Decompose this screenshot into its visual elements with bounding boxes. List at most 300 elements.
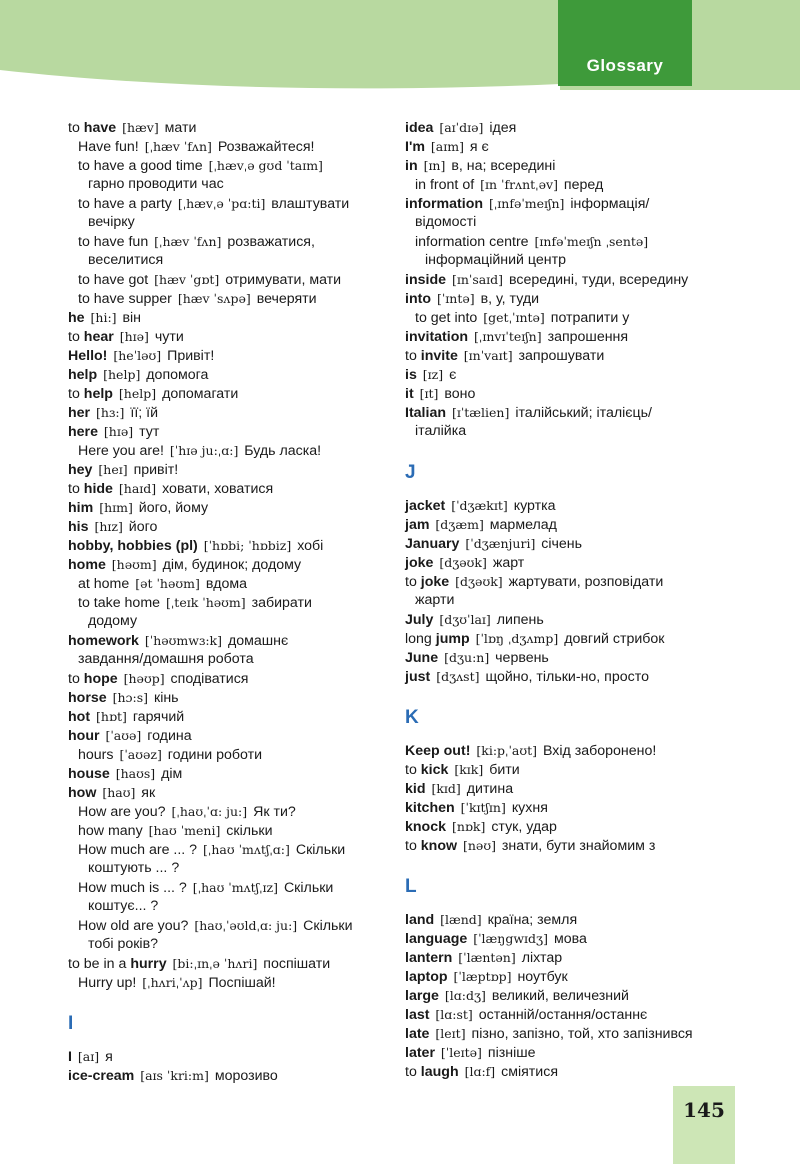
entry-headword: lantern	[405, 950, 453, 966]
entry-translation: Поспішай!	[208, 975, 276, 991]
glossary-entry	[405, 118, 705, 137]
entry-transcription: [ˌhævˌə gʊd ˈtaɪm]	[208, 158, 323, 173]
glossary-entry	[68, 270, 380, 289]
entry-headword: horse	[68, 690, 107, 706]
entry-headword: hurry	[130, 956, 167, 972]
glossary-entry	[405, 929, 705, 948]
entry-headword: invitation	[405, 329, 469, 345]
entry-translation: година	[147, 728, 192, 744]
glossary-entry	[405, 308, 705, 327]
glossary-entry	[68, 1066, 380, 1085]
entry-translation: вдома	[205, 576, 248, 592]
glossary-entry	[68, 783, 380, 802]
entry-transcription: [hɪə]	[103, 424, 134, 439]
entry-headword: homework	[68, 633, 139, 649]
entry-translation: вечеряти	[256, 291, 317, 307]
entry-phrase: Here you are!	[78, 443, 164, 459]
entry-translation: забирати	[251, 595, 312, 611]
entry-transcription: [hɒt]	[96, 709, 127, 724]
entry-translation: він	[122, 310, 142, 326]
entry-translation: всередині, туди, всередину	[509, 272, 689, 288]
glossary-entry	[68, 403, 380, 422]
entry-translation: липень	[496, 612, 544, 628]
entry-headword: knock	[405, 819, 447, 835]
entry-headword: Hello!	[68, 348, 108, 364]
entry-transcription: [ˌteɪk ˈhəʊm]	[165, 595, 246, 610]
entry-translation: мова	[553, 931, 587, 947]
entry-transcription: [aɪm]	[430, 139, 464, 154]
entry-headword: June	[405, 650, 439, 666]
entry-translation: сміятися	[501, 1064, 559, 1080]
entry-transcription: [ɪz]	[422, 367, 444, 382]
entry-transcription: [ki:pˌˈaʊt]	[476, 743, 538, 758]
entry-translation: ноутбук	[517, 969, 568, 985]
entry-phrase: Hurry up!	[78, 975, 137, 991]
glossary-entry	[405, 553, 705, 572]
entry-translation: бити	[489, 762, 520, 778]
entry-translation: її; їй	[130, 405, 159, 421]
entry-transcription: [ˌhævˌə ˈpɑ:ti]	[177, 196, 266, 211]
entry-continuation: відомості	[415, 214, 477, 230]
entry-transcription: [ˌhaʊ ˈmʌtʃˌɑ:]	[203, 842, 290, 857]
entry-transcription: [nəʊ]	[463, 838, 496, 853]
entry-translation: я	[105, 1049, 113, 1065]
entry-translation: допомога	[146, 367, 209, 383]
entry-transcription: [həʊp]	[123, 671, 165, 686]
entry-headword: into	[405, 291, 431, 307]
entry-transcription: [aɪˈdɪə]	[439, 120, 484, 135]
entry-translation: як	[141, 785, 156, 801]
entry-transcription: [lɑ:dʒ]	[444, 988, 486, 1003]
entry-transcription: [leɪt]	[435, 1026, 466, 1041]
entry-translation: є	[449, 367, 457, 383]
entry-phrase: to have supper	[78, 291, 172, 307]
header-corner	[696, 0, 800, 86]
entry-continuation: додому	[88, 613, 138, 629]
entry-transcription: [ˌhʌriˌˈʌp]	[142, 975, 203, 990]
entry-headword: in	[405, 158, 418, 174]
entry-transcription: [ˈkɪtʃɪn]	[460, 800, 506, 815]
entry-headword: January	[405, 536, 460, 552]
entry-transcription: [dʒʌst]	[436, 669, 480, 684]
entry-headword: information	[405, 196, 484, 212]
entry-translation: ліхтар	[521, 950, 563, 966]
glossary-column-right	[405, 118, 705, 1081]
entry-transcription: [ɪn ˈfrʌntˌəv]	[480, 177, 558, 192]
entry-headword: joke	[420, 574, 450, 590]
entry-translation: гарячий	[132, 709, 185, 725]
entry-headword: hide	[83, 481, 113, 497]
entry-headword: language	[405, 931, 468, 947]
entry-translation: мармелад	[489, 517, 557, 533]
entry-transcription: [getˌˈɪntə]	[483, 310, 545, 325]
entry-headword: laugh	[420, 1064, 459, 1080]
entry-transcription: [həʊm]	[111, 557, 157, 572]
glossary-entry	[68, 365, 380, 384]
entry-transcription: [ɪnˈvaɪt]	[463, 348, 513, 363]
entry-translation: Будь ласка!	[244, 443, 322, 459]
entry-headword: have	[83, 120, 117, 136]
entry-transcription: [ˈleɪtə]	[440, 1045, 482, 1060]
section-gap-small	[405, 486, 705, 496]
entry-transcription: [nɒk]	[451, 819, 486, 834]
entry-headword: her	[68, 405, 91, 421]
glossary-entry: long jump [ˈlɒŋ ˌdʒʌmp] довгий стрибок	[405, 631, 665, 647]
entry-transcription: [ɪnˈsaɪd]	[451, 272, 504, 287]
entry-phrase: hours	[78, 747, 114, 763]
glossary-entry	[405, 1024, 705, 1043]
glossary-entry	[68, 460, 380, 479]
entry-translation: його, йому	[138, 500, 209, 516]
entry-headword: large	[405, 988, 439, 1004]
entry-translation: влаштувати	[271, 196, 350, 212]
glossary-entry	[405, 496, 705, 515]
glossary-entry	[405, 798, 705, 817]
section-letter: L	[405, 876, 417, 897]
entry-headword: know	[420, 838, 458, 854]
entry-transcription: [ˈdʒænjuri]	[465, 536, 536, 551]
entry-translation: воно	[444, 386, 476, 402]
glossary-entry	[68, 308, 380, 327]
entry-translation: Вхід заборонено!	[542, 743, 657, 759]
entry-continuation: жарти	[415, 592, 455, 608]
entry-translation: італійський; італієць/	[515, 405, 652, 421]
entry-translation: ховати, ховатися	[162, 481, 274, 497]
entry-translation: поспішати	[263, 956, 331, 972]
glossary-entry	[68, 726, 380, 745]
entry-headword: just	[405, 669, 431, 685]
entry-transcription: [hɪz]	[94, 519, 123, 534]
entry-transcription: [dʒəʊk]	[439, 555, 487, 570]
entry-transcription: [ˌɪnfəˈmeɪʃn]	[488, 196, 565, 211]
entry-headword: kitchen	[405, 800, 455, 816]
entry-translation: куртка	[513, 498, 556, 514]
entry-transcription: [hɪm]	[99, 500, 133, 515]
entry-transcription: [hɜ:]	[96, 405, 125, 420]
entry-headword: jam	[405, 517, 430, 533]
entry-headword: jacket	[405, 498, 446, 514]
glossary-entry	[68, 707, 380, 726]
entry-transcription: [ˌhaʊˌˈɑ: ju:]	[171, 804, 248, 819]
glossary-entry: to help [help] допомагати	[68, 386, 239, 402]
entry-headword: I'm	[405, 139, 425, 155]
glossary-entry	[68, 593, 380, 612]
glossary-entry	[405, 817, 705, 836]
entry-phrase: Have fun!	[78, 139, 139, 155]
glossary-entry	[68, 745, 380, 764]
glossary-entry	[405, 534, 705, 553]
entry-transcription: [ˈaʊəz]	[119, 747, 162, 762]
entry-translation: чути	[154, 329, 184, 345]
glossary-entry	[405, 610, 705, 629]
entry-phrase: at home	[78, 576, 130, 592]
glossary-entry	[68, 536, 380, 555]
glossary-entry	[68, 1047, 380, 1066]
glossary-entry: to hide [haɪd] ховати, ховатися	[68, 481, 274, 497]
entry-headword: I	[68, 1049, 72, 1065]
entry-transcription: [haʊ]	[102, 785, 136, 800]
entry-translation: великий, величезний	[491, 988, 629, 1004]
entry-translation: в, на; всередині	[451, 158, 556, 174]
entry-headword: home	[68, 557, 106, 573]
section-letter: J	[405, 462, 416, 483]
entry-headword: hear	[83, 329, 114, 345]
glossary-entry	[405, 1005, 705, 1024]
entry-translation: кухня	[511, 800, 548, 816]
entry-translation: Скільки	[283, 880, 334, 896]
entry-transcription: [ˈɪntə]	[436, 291, 475, 306]
entry-phrase: to get into	[415, 310, 478, 326]
entry-translation: Скільки	[303, 918, 353, 934]
glossary-entry: to kick [kɪk] бити	[405, 762, 520, 778]
glossary-entry	[405, 986, 705, 1005]
entry-transcription: [heˈləʊ]	[113, 348, 162, 363]
entry-phrase: to have a party	[78, 196, 172, 212]
entry-translation: Привіт!	[167, 348, 215, 364]
entry-translation: тут	[139, 424, 160, 440]
section-gap	[405, 855, 705, 874]
glossary-entry	[68, 555, 380, 574]
glossary-entry	[68, 422, 380, 441]
glossary-entry	[405, 741, 705, 760]
entry-transcription: [ˈhɪə ju:ˌɑ:]	[169, 443, 239, 458]
page-number-box	[673, 1086, 735, 1164]
entry-phrase: in front of	[415, 177, 475, 193]
entry-headword: July	[405, 612, 434, 628]
glossary-entry: to have [hæv] мати	[68, 120, 197, 136]
entry-phrase: How old are you?	[78, 918, 189, 934]
entry-transcription: [dʒʊˈlaɪ]	[439, 612, 491, 627]
glossary-entry	[68, 631, 380, 650]
entry-transcription: [dʒu:n]	[444, 650, 490, 665]
glossary-entry	[68, 232, 380, 251]
entry-transcription: [haɪd]	[118, 481, 157, 496]
entry-translation: кінь	[153, 690, 179, 706]
entry-headword: invite	[420, 348, 458, 364]
entry-translation: потрапити у	[550, 310, 630, 326]
entry-transcription: [ˈlæptɒp]	[453, 969, 512, 984]
entry-translation: жартувати, розповідати	[508, 574, 664, 590]
entry-transcription: [ˈlæntən]	[458, 950, 516, 965]
entry-headword: kick	[420, 762, 449, 778]
entry-transcription: [ˈhɒbi; ˈhɒbiz]	[203, 538, 292, 553]
entry-transcription: [ɪnfəˈmeɪʃn ˌsentə]	[534, 234, 649, 249]
entry-transcription: [ˈhəʊmwɜ:k]	[144, 633, 222, 648]
entry-transcription: [heɪ]	[98, 462, 128, 477]
entry-headword: jump	[435, 631, 470, 647]
entry-headword: him	[68, 500, 94, 516]
entry-phrase: to take home	[78, 595, 161, 611]
entry-headword: house	[68, 766, 110, 782]
entry-transcription: [hi:]	[90, 310, 117, 325]
entry-phrase: information centre	[415, 234, 529, 250]
entry-translation: отримувати, мати	[225, 272, 342, 288]
entry-translation: Розважайтеся!	[217, 139, 315, 155]
section-gap-small	[68, 1037, 380, 1047]
entry-transcription: [lænd]	[440, 912, 482, 927]
glossary-entry	[405, 515, 705, 534]
entry-translation: дитина	[466, 781, 514, 797]
glossary-entry	[405, 232, 705, 251]
entry-translation: скільки	[226, 823, 273, 839]
entry-translation: червень	[495, 650, 549, 666]
entry-headword: later	[405, 1045, 435, 1061]
glossary-entry	[68, 194, 380, 213]
glossary-entry	[405, 270, 705, 289]
entry-translation: хобі	[297, 538, 324, 554]
entry-transcription: [haʊˌˈəʊldˌɑ: ju:]	[194, 918, 298, 933]
entry-headword: hot	[68, 709, 91, 725]
glossary-entry	[405, 1043, 705, 1062]
section-gap-small	[405, 731, 705, 741]
entry-headword: is	[405, 367, 417, 383]
glossary-entry	[68, 916, 380, 935]
entry-headword: hope	[83, 671, 118, 687]
entry-transcription: [hɪə]	[119, 329, 149, 344]
entry-headword: hobby, hobbies (pl)	[68, 538, 198, 554]
glossary-entry	[68, 802, 380, 821]
entry-phrase: How are you?	[78, 804, 166, 820]
entry-headword: he	[68, 310, 85, 326]
entry-headword: it	[405, 386, 414, 402]
entry-continuation: коштує... ?	[88, 898, 159, 914]
entry-transcription: [ɪt]	[419, 386, 439, 401]
glossary-entry	[68, 289, 380, 308]
entry-translation: жарт	[492, 555, 525, 571]
glossary-entry	[68, 441, 380, 460]
section-letter: I	[68, 1013, 74, 1034]
glossary-entry: to know [nəʊ] знати, бути знайомим з	[405, 838, 656, 854]
entry-translation: запрошення	[547, 329, 629, 345]
entry-transcription: [hæv ˈgɒt]	[154, 272, 220, 287]
entry-transcription: [aɪs ˈkri:m]	[140, 1068, 209, 1083]
entry-phrase: How much are ... ?	[78, 842, 198, 858]
entry-headword: joke	[405, 555, 434, 571]
entry-transcription: [hɔ:s]	[112, 690, 149, 705]
entry-transcription: [ɪn]	[423, 158, 446, 173]
entry-translation: мати	[164, 120, 197, 136]
entry-transcription: [ˈdʒækɪt]	[451, 498, 508, 513]
entry-translation: привіт!	[133, 462, 179, 478]
glossary-entry	[405, 327, 705, 346]
entry-headword: idea	[405, 120, 434, 136]
entry-headword: help	[83, 386, 113, 402]
entry-headword: help	[68, 367, 98, 383]
section-gap	[68, 992, 380, 1011]
glossary-entry	[68, 840, 380, 859]
entry-headword: inside	[405, 272, 446, 288]
glossary-entry	[405, 403, 705, 422]
entry-continuation: веселитися	[88, 252, 164, 268]
entry-translation: домашнє	[227, 633, 289, 649]
entry-headword: land	[405, 912, 435, 928]
entry-transcription: [ɪˈtælien]	[451, 405, 510, 420]
glossary-entry	[68, 346, 380, 365]
entry-continuation: інформаційний центр	[425, 252, 566, 268]
glossary-entry	[405, 648, 705, 667]
entry-continuation: завдання/домашня робота	[78, 651, 254, 667]
glossary-entry: to joke [dʒəʊk] жартувати, розповідати	[405, 574, 664, 590]
entry-translation: знати, бути знайомим з	[501, 838, 656, 854]
entry-translation: ідея	[489, 120, 517, 136]
glossary-entry: to invite [ɪnˈvaɪt] запрошувати	[405, 348, 605, 364]
glossary-entry	[405, 365, 705, 384]
entry-transcription: [hæv ˈsʌpə]	[177, 291, 251, 306]
entry-headword: how	[68, 785, 97, 801]
glossary-entry	[68, 517, 380, 536]
glossary-entry	[68, 878, 380, 897]
entry-translation: Скільки	[295, 842, 346, 858]
glossary-entry	[405, 910, 705, 929]
glossary-entry: to hope [həʊp] сподіватися	[68, 671, 249, 687]
glossary-entry	[68, 973, 380, 992]
section-letter: K	[405, 707, 419, 728]
entry-phrase: to have fun	[78, 234, 149, 250]
entry-translation: дім	[161, 766, 183, 782]
entry-continuation: гарно проводити час	[88, 176, 224, 192]
glossary-entry	[405, 667, 705, 686]
entry-headword: here	[68, 424, 98, 440]
entry-translation: розважатися,	[227, 234, 315, 250]
entry-phrase: to have got	[78, 272, 149, 288]
entry-headword: Italian	[405, 405, 446, 421]
entry-headword: Keep out!	[405, 743, 471, 759]
entry-transcription: [ˈlɒŋ ˌdʒʌmp]	[475, 631, 559, 646]
entry-headword: hour	[68, 728, 100, 744]
entry-phrase: to have a good time	[78, 158, 203, 174]
entry-continuation: італійка	[415, 423, 467, 439]
entry-transcription: [ət ˈhəʊm]	[135, 576, 200, 591]
glossary-entry	[405, 156, 705, 175]
entry-translation: запрошувати	[518, 348, 605, 364]
glossary-entry	[68, 156, 380, 175]
entry-headword: hey	[68, 462, 93, 478]
entry-translation: сподіватися	[170, 671, 249, 687]
section-tab-label: Glossary	[586, 56, 664, 75]
glossary-entry	[68, 821, 380, 840]
entry-translation: морозиво	[214, 1068, 278, 1084]
section-tab	[558, 0, 692, 86]
entry-translation: стук, удар	[491, 819, 557, 835]
entry-headword: ice-cream	[68, 1068, 135, 1084]
entry-translation: останній/остання/останнє	[478, 1007, 648, 1023]
glossary-entry	[405, 289, 705, 308]
entry-continuation: вечірку	[88, 214, 135, 230]
entry-phrase: how many	[78, 823, 143, 839]
entry-transcription: [ˈaʊə]	[105, 728, 142, 743]
entry-translation: країна; земля	[487, 912, 578, 928]
entry-headword: last	[405, 1007, 430, 1023]
entry-transcription: [lɑ:st]	[435, 1007, 473, 1022]
entry-transcription: [ˌɪnvɪˈteɪʃn]	[474, 329, 542, 344]
entry-continuation: тобі років?	[88, 936, 159, 952]
glossary-entry: to hear [hɪə] чути	[68, 329, 184, 345]
entry-translation: його	[128, 519, 158, 535]
section-gap	[405, 441, 705, 460]
entry-translation: щойно, тільки-но, просто	[485, 669, 649, 685]
entry-translation: пізно, запізно, той, хто запізнився	[471, 1026, 693, 1042]
glossary-entry: to be in a hurry [bi:ˌɪnˌə ˈhʌri] поспішати	[68, 956, 331, 972]
glossary-column-left	[68, 118, 380, 1085]
entry-transcription: [lɑ:f]	[464, 1064, 496, 1079]
entry-transcription: [ˈlæŋgwɪdʒ]	[473, 931, 548, 946]
entry-translation: години роботи	[167, 747, 263, 763]
glossary-entry: to laugh [lɑ:f] сміятися	[405, 1064, 559, 1080]
entry-headword: late	[405, 1026, 430, 1042]
entry-translation: допомагати	[162, 386, 239, 402]
entry-transcription: [kɪk]	[454, 762, 484, 777]
glossary-entry	[405, 948, 705, 967]
